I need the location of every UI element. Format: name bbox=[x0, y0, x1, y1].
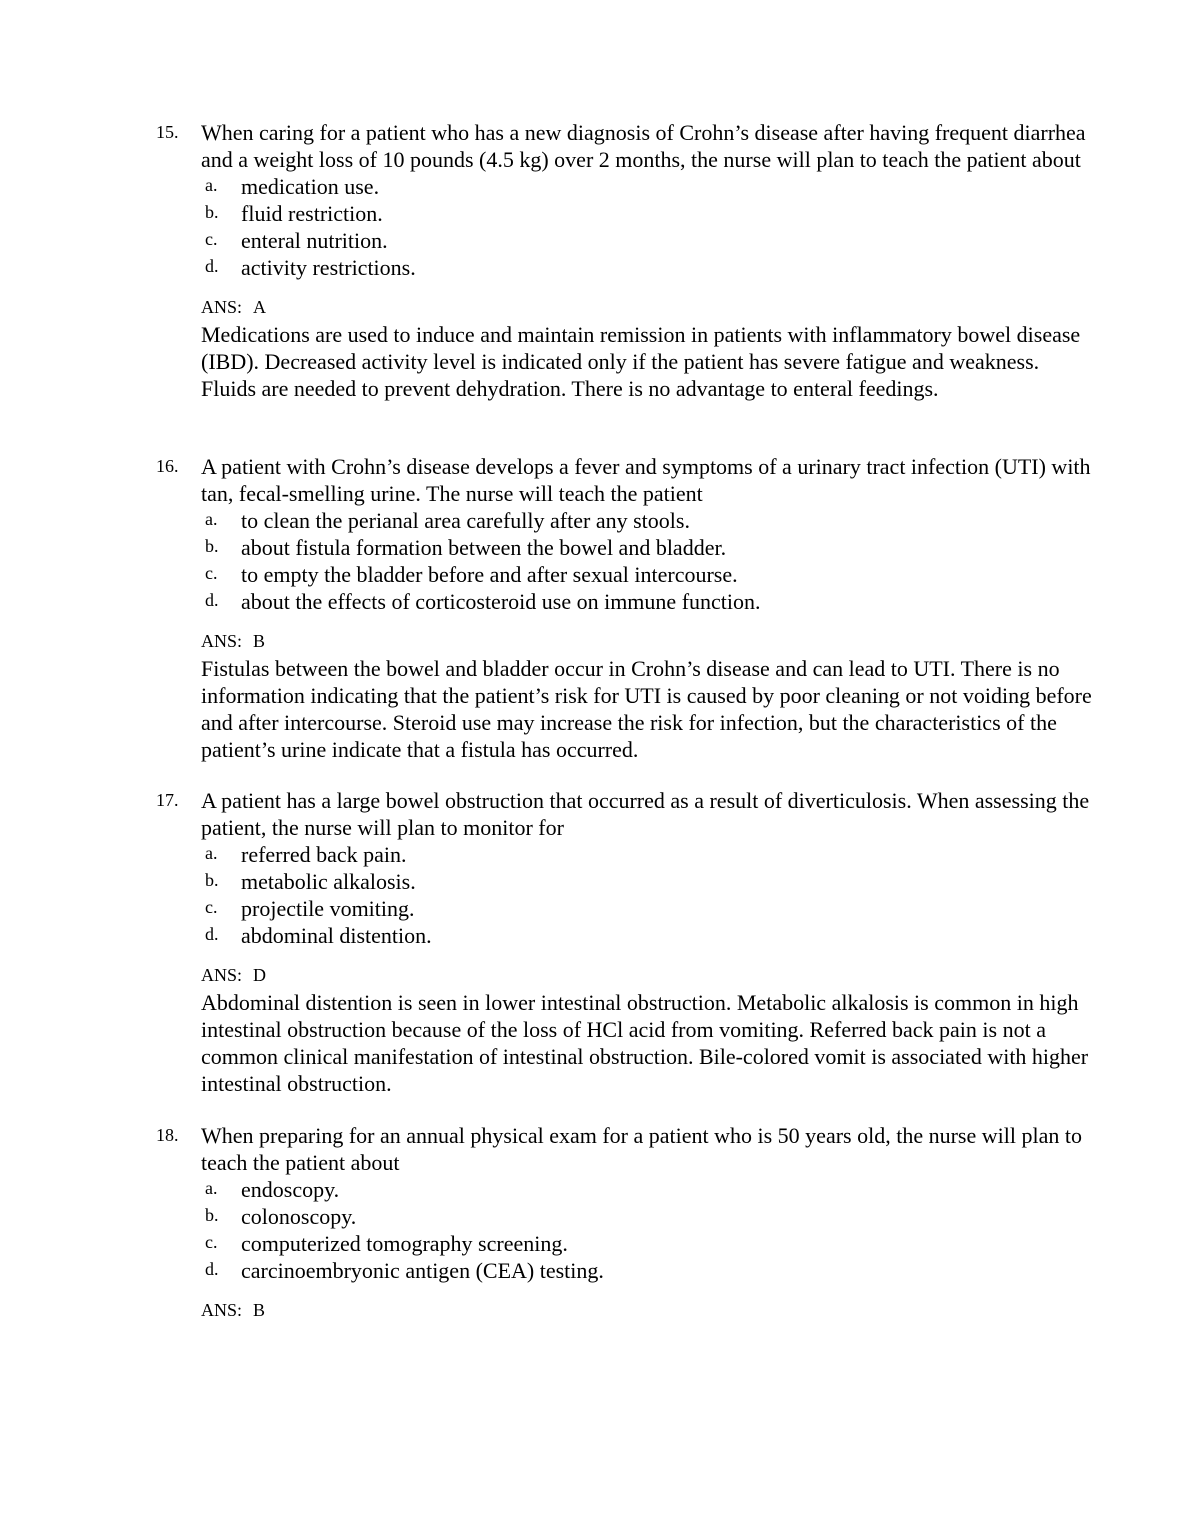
answer-line bbox=[201, 294, 1096, 321]
option-list bbox=[205, 1176, 1096, 1284]
option-text: colonoscopy. bbox=[241, 1204, 357, 1229]
answer-key: D bbox=[253, 965, 267, 985]
option-text: metabolic alkalosis. bbox=[241, 869, 416, 894]
option-text: fluid restriction. bbox=[241, 201, 383, 226]
option-letter: d. bbox=[205, 1259, 219, 1279]
option-text: about fistula formation between the bowel and bladder. bbox=[241, 535, 727, 560]
option-b bbox=[205, 1203, 1096, 1230]
option-text: medication use. bbox=[241, 174, 380, 199]
option-letter: c. bbox=[205, 897, 218, 917]
option-a bbox=[205, 507, 1096, 534]
option-letter: c. bbox=[205, 563, 218, 583]
option-text: activity restrictions. bbox=[241, 255, 416, 280]
option-letter: a. bbox=[205, 175, 218, 195]
question-18 bbox=[156, 1122, 1096, 1324]
option-letter: d. bbox=[205, 256, 219, 276]
option-text: abdominal distention. bbox=[241, 923, 432, 948]
option-c bbox=[205, 895, 1096, 922]
option-c bbox=[205, 1230, 1096, 1257]
question-stem: When caring for a patient who has a new diagnosis of Crohn’s disease after having frequent diarrhea and a weight loss of 10 pounds (4.5 kg) over 2 months, the nurse will plan to teach the patient about bbox=[201, 120, 1086, 172]
option-text: computerized tomography screening. bbox=[241, 1231, 568, 1256]
answer-label: ANS: bbox=[201, 965, 243, 985]
option-text: referred back pain. bbox=[241, 842, 407, 867]
option-c bbox=[205, 227, 1096, 254]
option-text: enteral nutrition. bbox=[241, 228, 388, 253]
option-a bbox=[205, 841, 1096, 868]
answer-line bbox=[201, 1297, 1096, 1324]
option-letter: a. bbox=[205, 509, 218, 529]
option-letter: b. bbox=[205, 1205, 219, 1225]
answer-key: A bbox=[253, 297, 267, 317]
question-number: 16. bbox=[156, 456, 179, 476]
option-text: carcinoembryonic antigen (CEA) testing. bbox=[241, 1258, 604, 1283]
option-text: about the effects of corticosteroid use on immune function. bbox=[241, 589, 761, 614]
question-number: 18. bbox=[156, 1125, 179, 1145]
option-list bbox=[205, 507, 1096, 615]
answer-rationale: Medications are used to induce and maintain remission in patients with inflammatory bowel disease (IBD). Decreased activity level is indicated only if the patient has severe fatigue and weakness. Fluids are needed to prevent dehydration. There is no advantage to enteral feedings. bbox=[201, 322, 1081, 401]
option-letter: d. bbox=[205, 590, 219, 610]
option-list bbox=[205, 173, 1096, 281]
option-b bbox=[205, 868, 1096, 895]
option-letter: a. bbox=[205, 843, 218, 863]
option-a bbox=[205, 1176, 1096, 1203]
question-15 bbox=[156, 119, 1096, 402]
option-b bbox=[205, 534, 1096, 561]
answer-label: ANS: bbox=[201, 297, 243, 317]
option-d bbox=[205, 588, 1096, 615]
answer-key: B bbox=[253, 1300, 266, 1320]
option-letter: c. bbox=[205, 1232, 218, 1252]
option-text: projectile vomiting. bbox=[241, 896, 415, 921]
option-letter: a. bbox=[205, 1178, 218, 1198]
question-16 bbox=[156, 453, 1096, 763]
option-letter: d. bbox=[205, 924, 219, 944]
question-stem: A patient with Crohn’s disease develops a fever and symptoms of a urinary tract infection (UTI) with tan, fecal-smelling urine. The nurse will teach the patient bbox=[201, 454, 1091, 506]
question-17 bbox=[156, 787, 1096, 1097]
option-letter: b. bbox=[205, 870, 219, 890]
answer-label: ANS: bbox=[201, 1300, 243, 1320]
answer-line bbox=[201, 962, 1096, 989]
answer-key: B bbox=[253, 631, 266, 651]
option-b bbox=[205, 200, 1096, 227]
question-stem: A patient has a large bowel obstruction that occurred as a result of diverticulosis. When assessing the patient, the nurse will plan to monitor for bbox=[201, 788, 1090, 840]
option-d bbox=[205, 922, 1096, 949]
question-stem: When preparing for an annual physical exam for a patient who is 50 years old, the nurse will plan to teach the patient about bbox=[201, 1123, 1082, 1175]
option-list bbox=[205, 841, 1096, 949]
option-c bbox=[205, 561, 1096, 588]
option-text: endoscopy. bbox=[241, 1177, 340, 1202]
option-letter: b. bbox=[205, 202, 219, 222]
option-d bbox=[205, 1257, 1096, 1284]
option-letter: c. bbox=[205, 229, 218, 249]
option-text: to empty the bladder before and after sexual intercourse. bbox=[241, 562, 738, 587]
answer-rationale: Fistulas between the bowel and bladder occur in Crohn’s disease and can lead to UTI. There is no information indicating that the patient’s risk for UTI is caused by poor cleaning or not voiding before and after intercourse. Steroid use may increase the risk for infection, but the characteristics of the patient’s urine indicate that a fistula has occurred. bbox=[201, 656, 1092, 762]
option-letter: b. bbox=[205, 536, 219, 556]
question-number: 15. bbox=[156, 122, 179, 142]
answer-label: ANS: bbox=[201, 631, 243, 651]
option-text: to clean the perianal area carefully after any stools. bbox=[241, 508, 690, 533]
answer-line bbox=[201, 628, 1096, 655]
answer-rationale: Abdominal distention is seen in lower intestinal obstruction. Metabolic alkalosis is common in high intestinal obstruction because of the loss of HCl acid from vomiting. Referred back pain is not a common clinical manifestation of intestinal obstruction. Bile-colored vomit is associated with higher intestinal obstruction. bbox=[201, 990, 1089, 1096]
option-d bbox=[205, 254, 1096, 281]
option-a bbox=[205, 173, 1096, 200]
question-number: 17. bbox=[156, 790, 179, 810]
